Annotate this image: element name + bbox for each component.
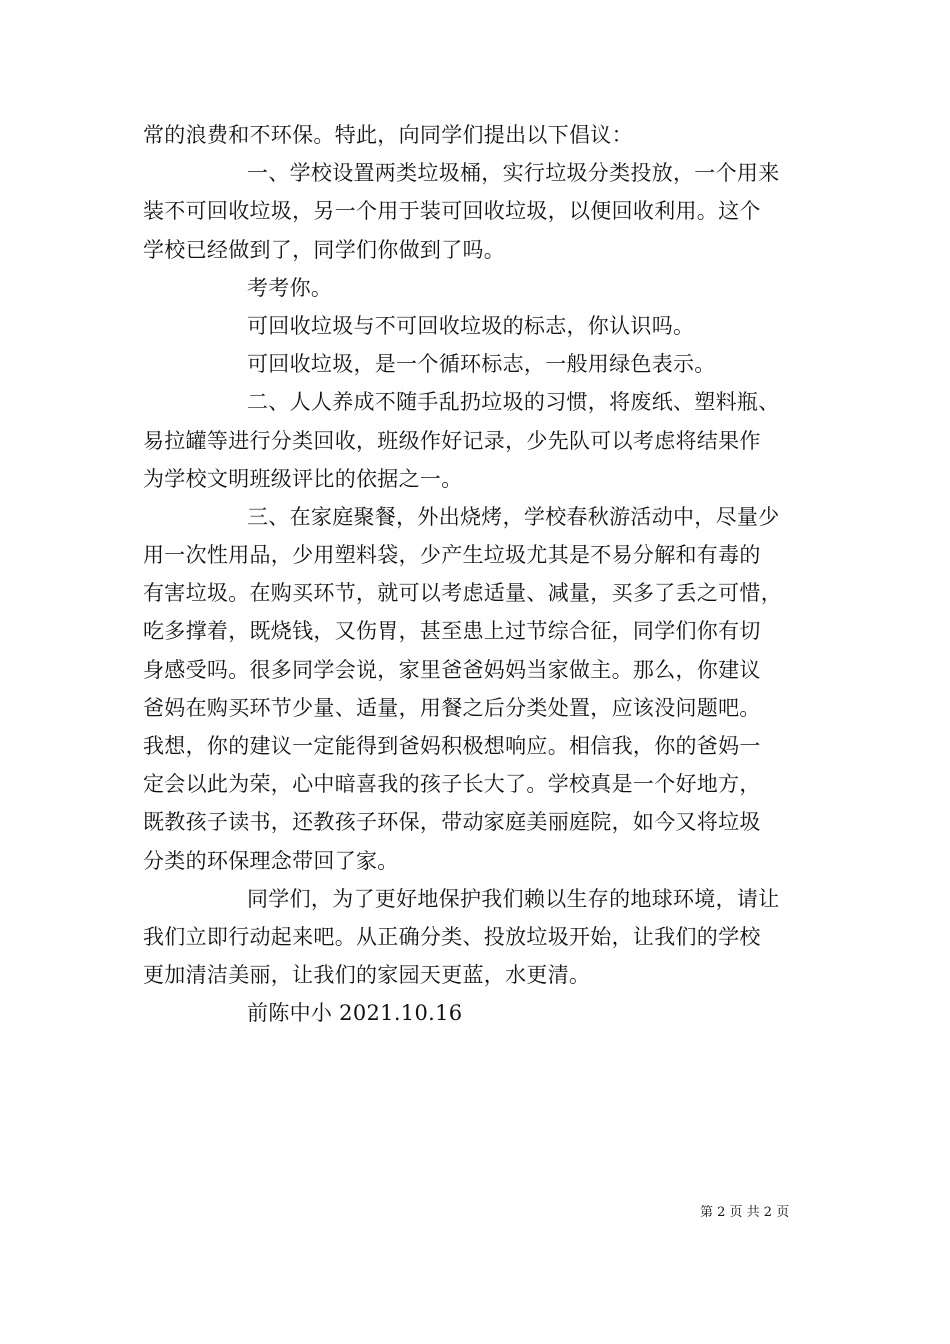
text-line: 二、人人养成不随手乱扔垃圾的习惯，将废纸、塑料瓶、: [247, 390, 780, 415]
text-line: 更加清洁美丽，让我们的家园天更蓝，水更清。: [143, 963, 591, 988]
text-line: 装不可回收垃圾，另一个用于装可回收垃圾，以便回收利用。这个: [143, 199, 761, 224]
text-line: 可回收垃圾，是一个循环标志，一般用绿色表示。: [247, 352, 716, 377]
text-line: 我想，你的建议一定能得到爸妈积极想响应。相信我，你的爸妈一: [143, 734, 761, 758]
text-line: 三、在家庭聚餐，外出烧烤，学校春秋游活动中，尽量少: [247, 504, 780, 529]
text-line: 既教孩子读书，还教孩子环保，带动家庭美丽庭院，如今又将垃圾: [143, 810, 761, 835]
text-line: 我们立即行动起来吧。从正确分类、投放垃圾开始，让我们的学校: [143, 924, 761, 949]
body-text: [143, 116, 813, 1033]
text-line: 考考你。: [247, 275, 333, 300]
text-line: 可回收垃圾与不可回收垃圾的标志，你认识吗。: [247, 313, 695, 338]
text-line: 爸妈在购买环节少量、适量，用餐之后分类处置，应该没问题吧。: [143, 695, 761, 720]
text-line: 前陈中小 2021.10.16: [247, 1001, 463, 1026]
text-line: 一、学校设置两类垃圾桶，实行垃圾分类投放，一个用来: [247, 161, 780, 186]
text-line: 吃多撑着，既烧钱，又伤胃，甚至患上过节综合征，同学们你有切: [143, 619, 761, 644]
text-line: 易拉罐等进行分类回收，班级作好记录，少先队可以考虑将结果作: [143, 428, 761, 453]
text-line: 为学校文明班级评比的依据之一。: [143, 466, 463, 491]
page-number: 第 2 页 共 2 页: [700, 1205, 790, 1220]
text-line: 身感受吗。很多同学会说，家里爸爸妈妈当家做主。那么，你建议: [143, 657, 761, 682]
text-line: 有害垃圾。在购买环节，就可以考虑适量、减量，买多了丢之可惜，: [143, 581, 782, 606]
text-line: 用一次性用品，少用塑料袋，少产生垃圾尤其是不易分解和有毒的: [143, 543, 761, 568]
text-line: 同学们，为了更好地保护我们赖以生存的地球环境，请让: [247, 886, 780, 911]
text-line: 学校已经做到了，同学们你做到了吗。: [143, 237, 506, 262]
text-line: 常的浪费和不环保。特此，向同学们提出以下倡议：: [143, 123, 633, 147]
text-line: 定会以此为荣，心中暗喜我的孩子长大了。学校真是一个好地方，: [143, 772, 761, 797]
text-line: 分类的环保理念带回了家。: [143, 848, 399, 873]
